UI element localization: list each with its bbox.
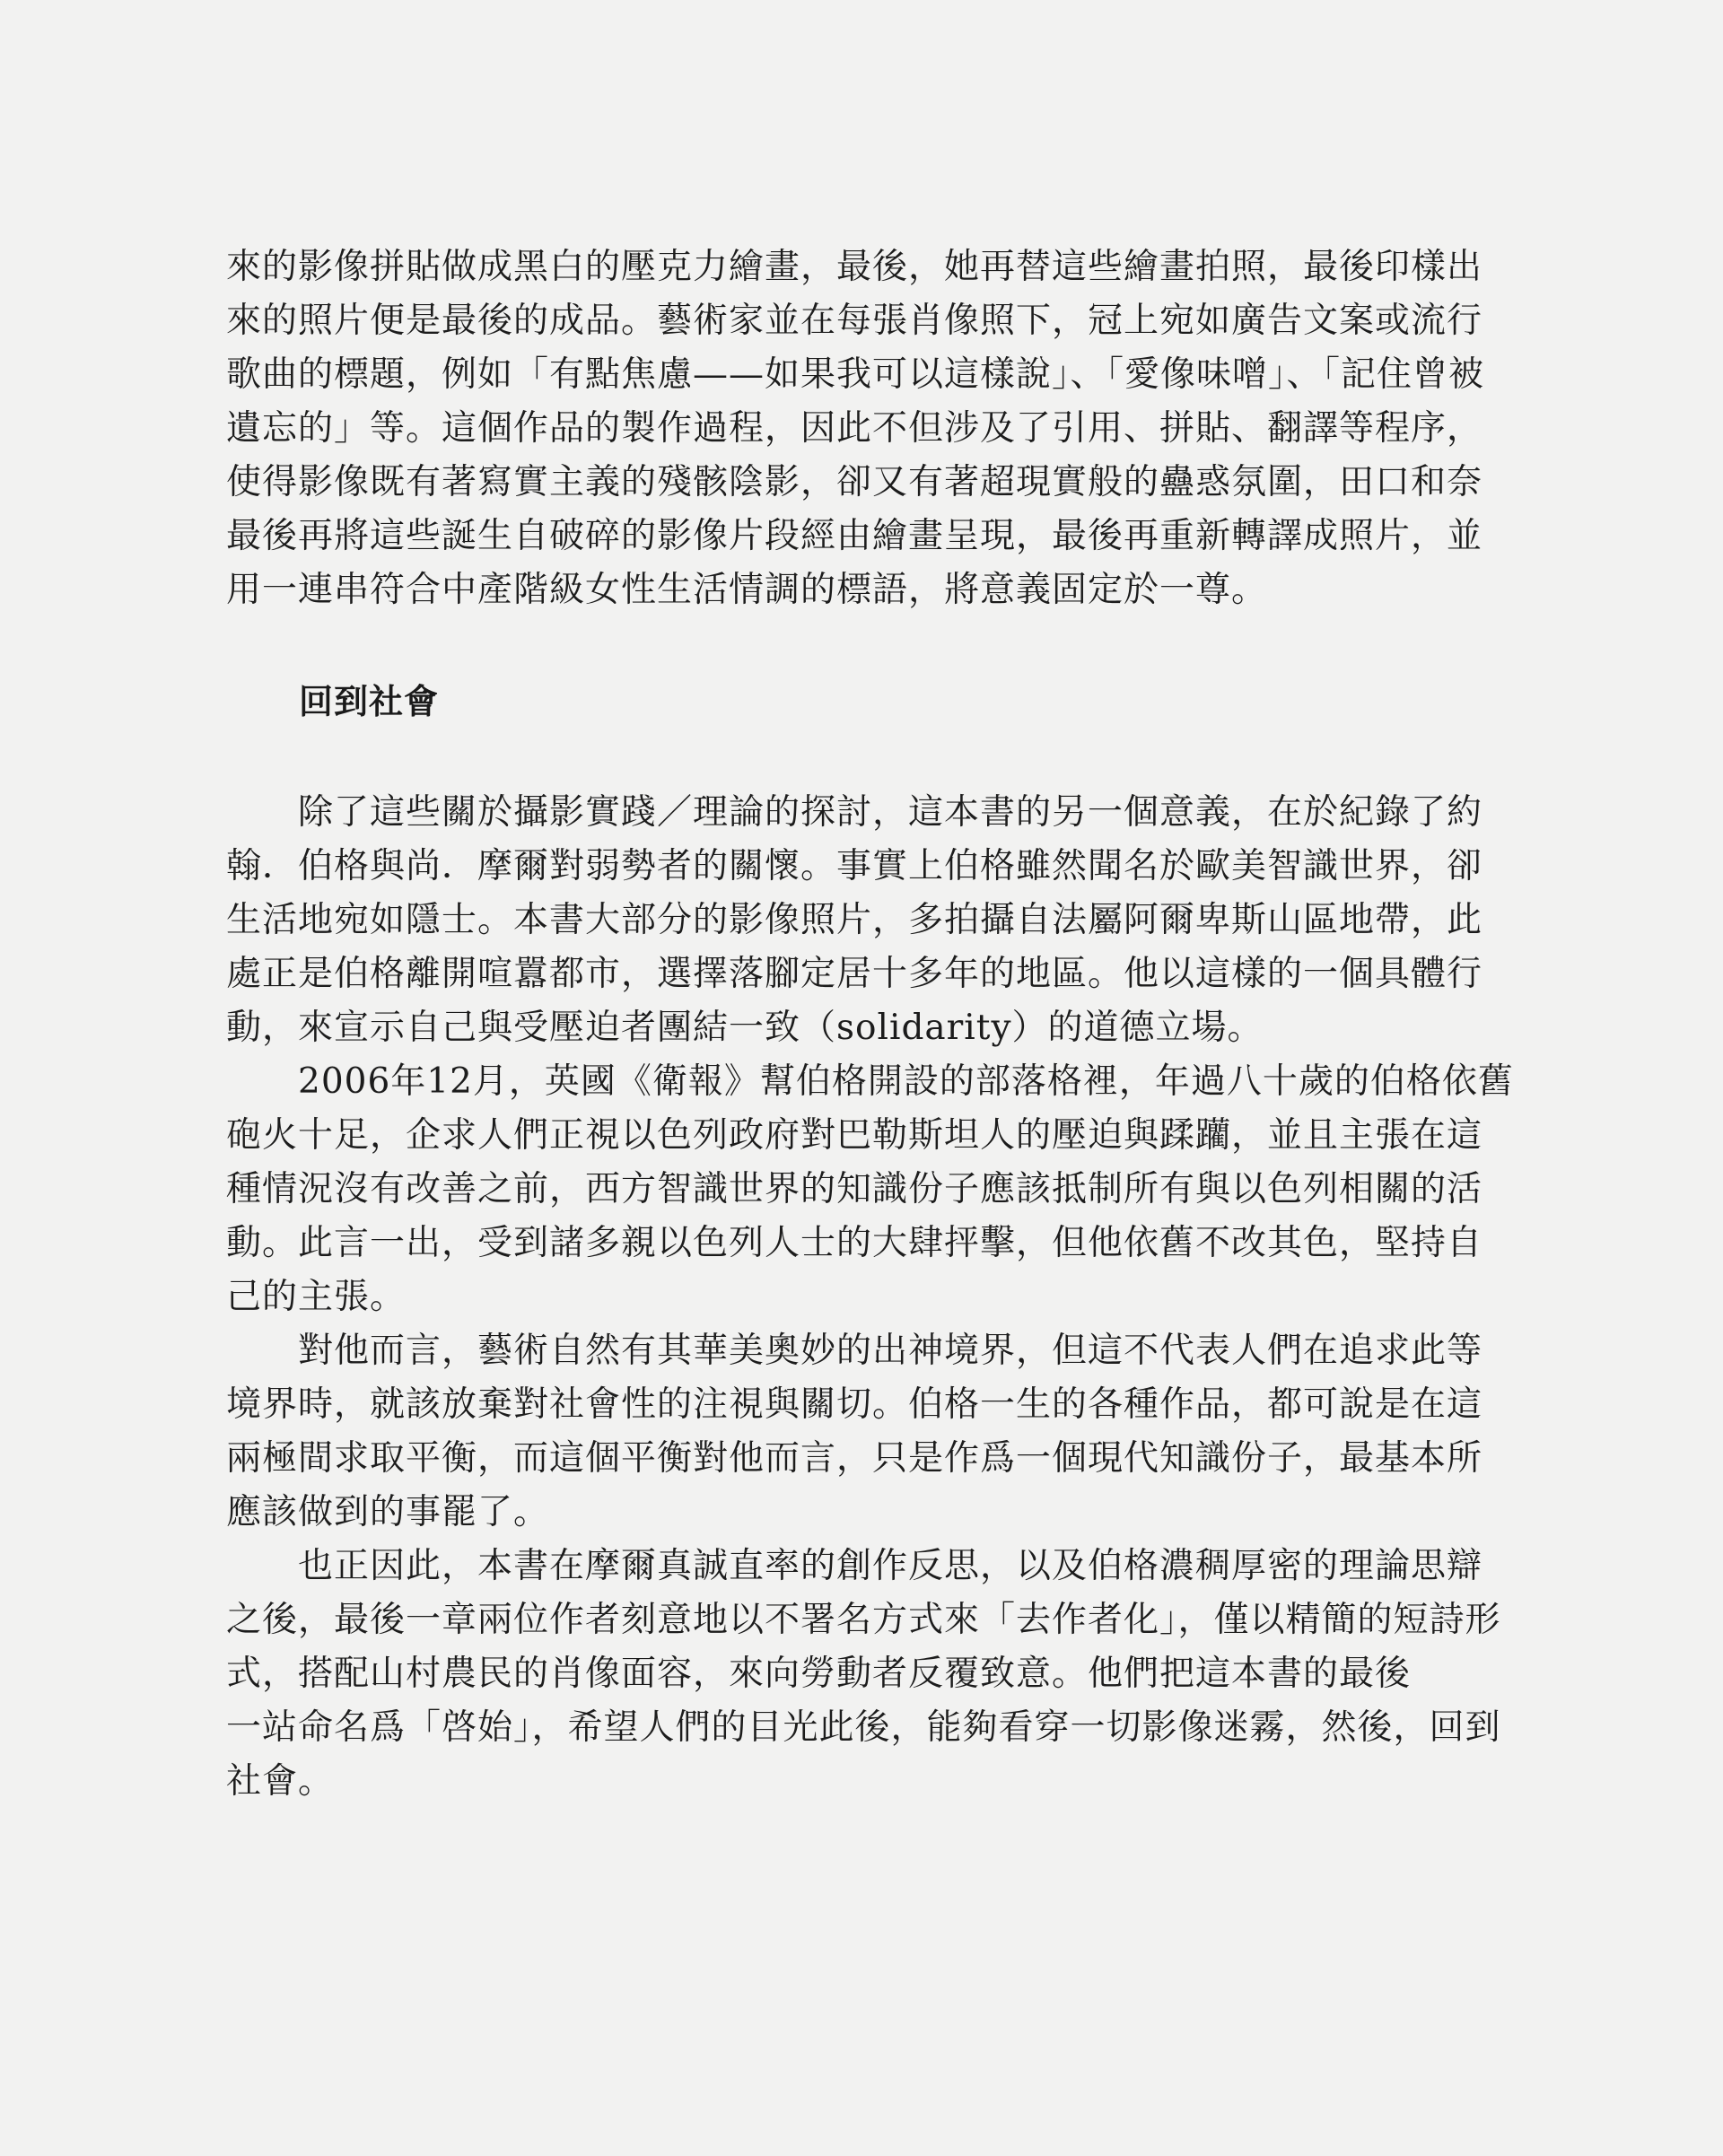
text-line: 式，搭配山村農民的肖像面容，來向勞動者反覆致意。他們把這本書的最後 — [226, 1654, 1412, 1694]
text-line: 種情況沒有改善之前，西方智識世界的知識份子應該抵制所有與以色列相關的活 — [226, 1169, 1483, 1209]
section-body — [226, 786, 1514, 1809]
text-line: 歌曲的標題，例如「有點焦慮——如果我可以這樣說」、「愛像味噌」、「記住曾被 — [226, 354, 1485, 395]
text-line: 一站命名爲「啓始」，希望人們的目光此後，能夠看穿一切影像迷霧，然後，回到 — [226, 1707, 1501, 1748]
paragraph-1 — [226, 786, 1500, 1055]
text-line: 最後再將這些誕生自破碎的影像片段經由繪畫呈現，最後再重新轉譯成照片，並 — [226, 516, 1483, 556]
text-line: 動，來宣示自己與受壓迫者團結一致（solidarity）的道德立場。 — [226, 1008, 1264, 1048]
text-line: 境界時，就該放棄對社會性的注視與關切。伯格一生的各種作品，都可說是在這 — [226, 1384, 1483, 1425]
text-line: 社會。 — [226, 1761, 335, 1802]
text-line: 處正是伯格離開喧囂都市，選擇落腳定居十多年的地區。他以這樣的一個具體行 — [226, 954, 1483, 994]
text-line: 己的主張。 — [226, 1277, 407, 1317]
paragraph-3 — [226, 1324, 1500, 1540]
text-line: 使得影像既有著寫實主義的殘骸陰影，卻又有著超現實般的蠱惑氛圍，田口和奈 — [226, 462, 1483, 502]
text-line: 來的照片便是最後的成品。藝術家並在每張肖像照下，冠上宛如廣告文案或流行 — [226, 301, 1483, 341]
text-line: 翰．伯格與尚．摩爾對弱勢者的關懷。事實上伯格雖然聞名於歐美智識世界，卻 — [226, 846, 1483, 886]
text-line: 應該做到的事罷了。 — [226, 1492, 550, 1532]
text-line: 用一連串符合中產階級女性生活情調的標語，將意義固定於一尊。 — [226, 570, 1268, 610]
intro-paragraph — [226, 240, 1500, 617]
section-heading: 回到社會 — [299, 682, 440, 721]
text-line: 之後，最後一章兩位作者刻意地以不署名方式來「去作者化」，僅以精簡的短詩形 — [226, 1600, 1501, 1640]
text-line: 除了這些關於攝影實踐／理論的探討，這本書的另一個意義，在於紀錄了約 — [226, 792, 1483, 833]
text-line: 兩極間求取平衡，而這個平衡對他而言，只是作爲一個現代知識份子，最基本所 — [226, 1438, 1483, 1479]
text-line: 也正因此，本書在摩爾真誠直率的創作反思，以及伯格濃稠厚密的理論思辯 — [226, 1546, 1483, 1586]
text-line: 砲火十足，企求人們正視以色列政府對巴勒斯坦人的壓迫與蹂躪，並且主張在這 — [226, 1115, 1483, 1156]
paragraph-4 — [226, 1540, 1500, 1809]
text-line: 遺忘的」等。這個作品的製作過程，因此不但涉及了引用、拼貼、翻譯等程序， — [226, 408, 1483, 449]
text-line: 2006年12月，英國《衛報》幫伯格開設的部落格裡，年過八十歲的伯格依舊 — [226, 1061, 1514, 1102]
text-line: 對他而言，藝術自然有其華美奧妙的出神境界，但這不代表人們在追求此等 — [226, 1331, 1483, 1371]
text-line: 生活地宛如隱士。本書大部分的影像照片，多拍攝自法屬阿爾卑斯山區地帶，此 — [226, 900, 1483, 940]
text-line: 動。此言一出，受到諸多親以色列人士的大肆抨擊，但他依舊不改其色，堅持自 — [226, 1223, 1483, 1263]
paragraph-2 — [226, 1055, 1514, 1324]
text-line: 來的影像拼貼做成黑白的壓克力繪畫，最後，她再替這些繪畫拍照，最後印樣出 — [226, 247, 1483, 287]
